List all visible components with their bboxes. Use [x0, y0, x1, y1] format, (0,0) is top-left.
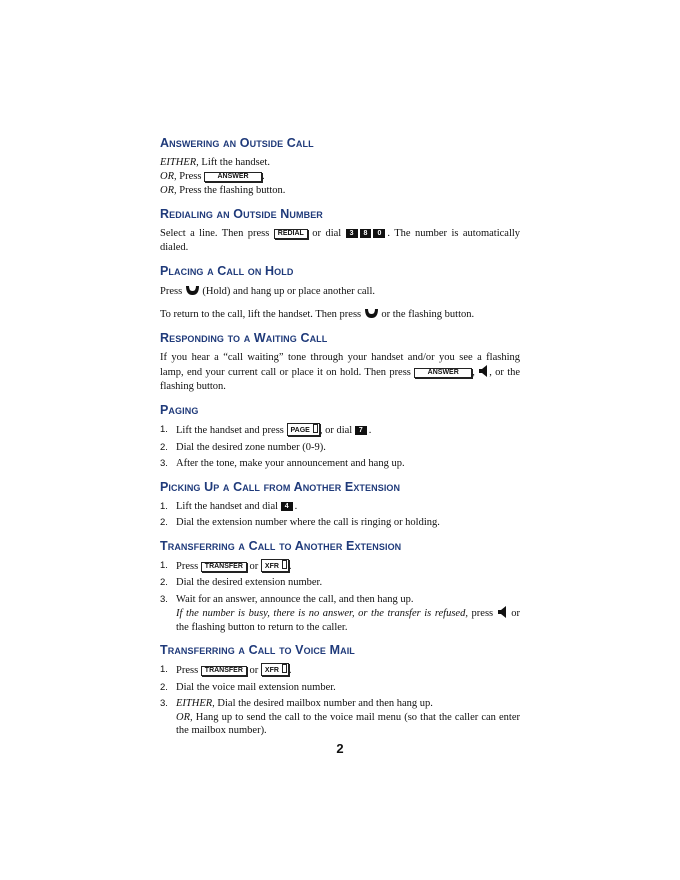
lamp-indicator — [313, 424, 318, 433]
or-label: OR, — [160, 171, 177, 182]
section-hold — [160, 264, 520, 322]
section-transfer-voicemail — [160, 643, 520, 738]
hold-icon — [364, 307, 379, 319]
section-title: Transferring a Call to Voice Mail — [160, 643, 355, 657]
list-item — [160, 457, 520, 471]
step-text — [160, 307, 520, 322]
text: Dial the voice mail extension number. — [176, 681, 336, 693]
xfr-key-label: XFR — [264, 667, 279, 674]
dial-digit: 3 — [346, 229, 358, 238]
answer-key: ANSWER — [204, 172, 262, 182]
step-number: 3. — [160, 593, 168, 605]
answer-key: ANSWER — [414, 368, 472, 378]
text: (Hold) and hang up or place another call. — [202, 286, 376, 297]
or-text: Press — [179, 171, 202, 182]
or-label: OR, — [160, 185, 177, 196]
note-text: If the number is busy, there is no answer, or the transfer is refused, — [176, 608, 468, 619]
text: , or dial — [319, 425, 353, 436]
text: or the flashing button. — [381, 309, 475, 320]
text: Press — [160, 286, 183, 297]
text: . — [368, 425, 372, 436]
dial-digit: 8 — [360, 229, 372, 238]
section-title: Redialing an Outside Number — [160, 207, 323, 221]
text: Press — [176, 665, 199, 676]
step-text: OR, Press ANSWER . — [160, 171, 265, 182]
list-item — [160, 663, 520, 678]
section-title: Paging — [160, 403, 199, 417]
text: After the tone, make your announcement and hang up. — [176, 458, 405, 469]
step-list — [160, 559, 520, 635]
step-number: 2. — [160, 681, 168, 693]
step-text — [160, 351, 520, 394]
text: or the flashing button to return to the caller. — [176, 608, 520, 633]
text: , or the flashing button. — [160, 367, 521, 392]
text: Lift the handset and press — [176, 425, 284, 436]
text: If you hear a “call waiting” tone through your handset and/or you see a flashing lamp, end your current call or place it on hold. Then press — [160, 352, 520, 378]
step-number: 1. — [160, 664, 168, 675]
text: press — [471, 608, 494, 619]
step-number: 2. — [160, 577, 168, 588]
lamp-indicator — [282, 664, 287, 673]
section-title: Placing a Call on Hold — [160, 264, 294, 278]
speaker-icon — [478, 365, 489, 377]
dial-digit: 0 — [373, 229, 385, 238]
transfer-key: TRANSFER — [201, 562, 247, 572]
list-item — [160, 441, 520, 455]
text: Dial the extension number where the call is ringing or holding. — [176, 517, 440, 528]
section-title: Transferring a Call to Another Extension — [160, 538, 402, 553]
section-answering — [160, 136, 520, 198]
list-item — [160, 500, 520, 514]
text: Dial the desired zone number (0-9). — [176, 441, 326, 453]
section-transfer-extension — [160, 539, 520, 635]
section-waiting — [160, 331, 520, 394]
section-title: Responding to a Waiting Call — [160, 331, 328, 345]
step-number: 3. — [160, 458, 168, 469]
text: Hang up to send the call to the voice mail menu (so that the caller can enter the mailbox number). — [176, 711, 521, 736]
text: Dial the desired mailbox number and then hang up. — [217, 698, 433, 709]
step-number: 1. — [160, 500, 168, 512]
text: Press — [176, 560, 199, 572]
step-number: 3. — [160, 698, 168, 709]
step-text — [160, 284, 520, 299]
section-redialing — [160, 207, 520, 255]
text: . — [288, 560, 292, 572]
text: or dial — [312, 228, 342, 239]
page-key — [287, 423, 320, 436]
section-title: Picking Up a Call from Another Extension — [160, 479, 401, 494]
text: . — [294, 500, 298, 512]
transfer-key: TRANSFER — [201, 666, 247, 676]
speaker-icon — [497, 606, 508, 618]
list-item — [160, 423, 520, 438]
page-key-label: PAGE — [290, 427, 310, 434]
step-text — [160, 184, 520, 198]
xfr-key-label: XFR — [264, 562, 279, 570]
list-item — [160, 516, 520, 530]
step-list — [160, 663, 520, 738]
xfr-key — [261, 559, 289, 572]
dial-digit: 7 — [355, 426, 367, 435]
step-number: 1. — [160, 424, 168, 435]
text: Select a line. Then press — [160, 228, 270, 239]
page-number: 2 — [336, 741, 344, 756]
or-label: OR, — [176, 711, 193, 723]
section-paging — [160, 403, 520, 471]
either-label: EITHER, — [176, 698, 215, 709]
list-item — [160, 697, 520, 738]
text: or — [249, 560, 259, 572]
list-item — [160, 559, 520, 574]
step-text — [160, 156, 520, 170]
text: Lift the handset and dial — [176, 500, 279, 512]
list-item — [160, 593, 520, 635]
text: or — [249, 665, 259, 676]
either-label: EITHER, — [160, 157, 199, 168]
xfr-key — [261, 663, 289, 676]
or-text: Press the flashing button. — [179, 185, 286, 196]
text: , — [472, 367, 475, 378]
step-number: 2. — [160, 441, 168, 453]
redial-key: REDIAL — [274, 229, 308, 239]
manual-page — [160, 136, 520, 747]
step-number: 1. — [160, 559, 168, 571]
list-item — [160, 681, 520, 695]
text: To return to the call, lift the handset. Then press — [160, 309, 362, 320]
text: Dial the desired extension number. — [176, 577, 323, 588]
text: . — [288, 665, 292, 676]
step-list — [160, 500, 520, 530]
section-pickup — [160, 480, 520, 530]
list-item — [160, 576, 520, 590]
text: Wait for an answer, announce the call, and then hang up. — [176, 593, 414, 605]
hold-icon — [185, 284, 200, 296]
text: . The number is automatically dialed. — [160, 228, 521, 253]
section-title: Answering an Outside Call — [160, 136, 314, 150]
step-text — [160, 227, 520, 255]
lamp-indicator — [282, 560, 287, 569]
step-number: 2. — [160, 517, 168, 528]
step-list — [160, 423, 520, 471]
dial-digit: 4 — [281, 502, 293, 511]
either-text: Lift the handset. — [201, 157, 270, 168]
